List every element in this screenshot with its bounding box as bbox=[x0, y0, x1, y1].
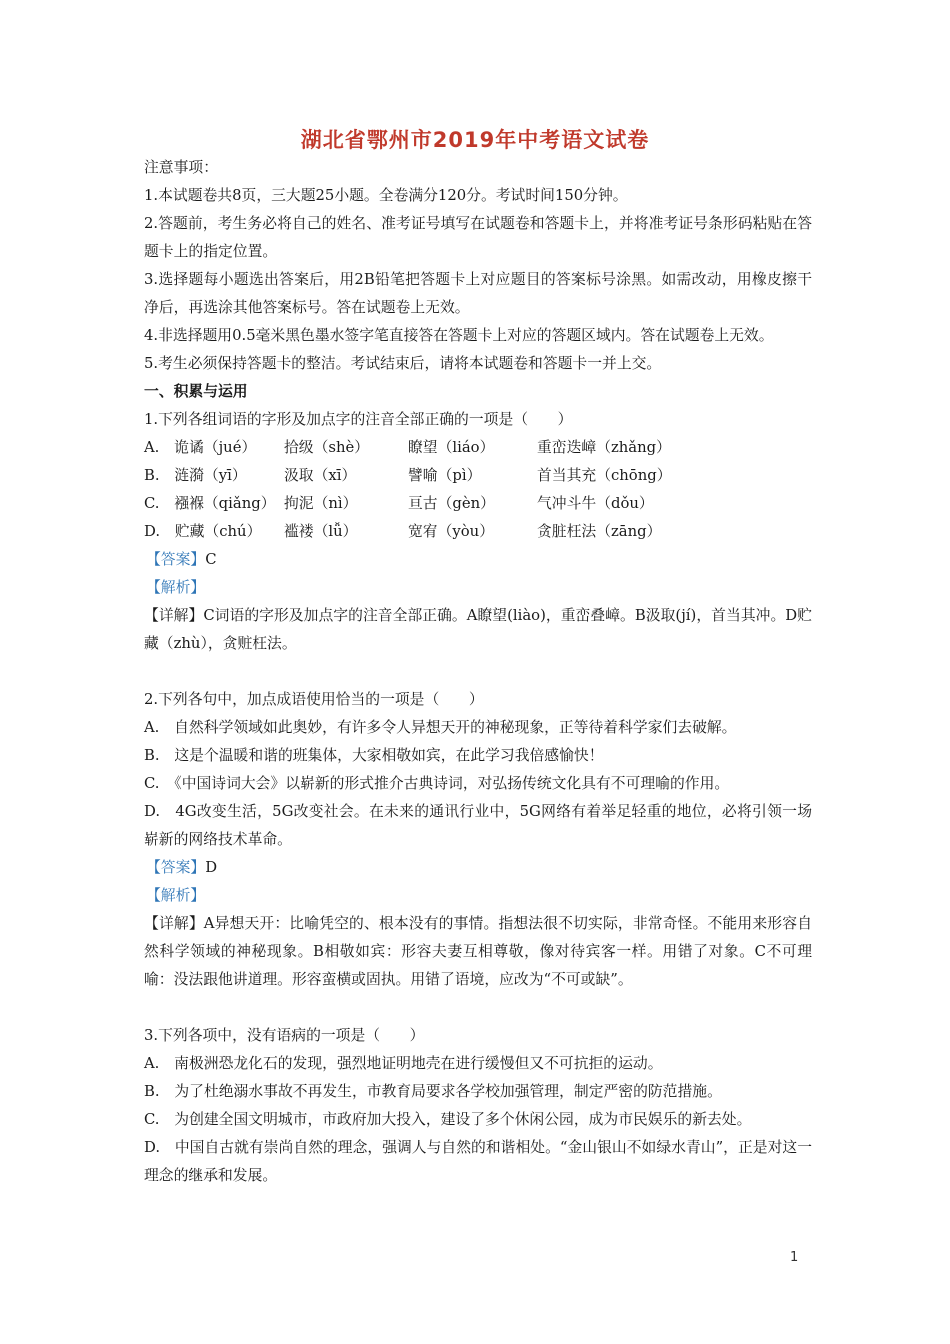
page-title: 湖北省鄂州市2019年中考语文试卷 bbox=[300, 128, 650, 152]
answer-line bbox=[144, 854, 812, 882]
detail-text: 【详解】A异想天开：比喻凭空的、根本没有的事情。指想法很不切实际，非常奇怪。不能用来形容自然科学领域的神秘现象。B相敬如宾：形容夫妻互相尊敬，像对待宾客一样。用错了对象。C不可理喻：没法跟他讲道理。形容蛮横或固执。用错了语境，应改为“不可或缺”。 bbox=[144, 915, 812, 988]
option-cell: 亘古（gèn） bbox=[408, 495, 495, 512]
option-cell: 拾级（shè） bbox=[284, 439, 370, 456]
analysis-line bbox=[144, 574, 812, 602]
option-cell: 重峦迭嶂（zhǎng） bbox=[537, 439, 671, 456]
option-line: A. 自然科学领域如此奥妙，有许多令人异想天开的神秘现象，正等待着科学家们去破解。 bbox=[144, 719, 737, 736]
answer-label: 【答案】 bbox=[146, 859, 206, 876]
analysis-line bbox=[144, 882, 812, 910]
question-stem: 1.下列各组词语的字形及加点字的注音全部正确的一项是（ ） bbox=[144, 411, 573, 428]
option-line: C. 《中国诗词大会》以崭新的形式推介古典诗词，对弘扬传统文化具有不可理喻的作用。 bbox=[144, 775, 730, 792]
answer-label: 【答案】 bbox=[146, 551, 206, 568]
answer-line bbox=[144, 546, 812, 574]
option-row bbox=[144, 490, 812, 518]
option-line: D. 4G改变生活，5G改变社会。在未来的通讯行业中，5G网络有着举足轻重的地位，必将引领一场崭新的网络技术革命。 bbox=[144, 803, 812, 848]
option-cell: 拘泥（nì） bbox=[284, 495, 358, 512]
option-cell: 首当其充（chōng） bbox=[537, 467, 672, 484]
option-line: B. 为了杜绝溺水事故不再发生，市教育局要求各学校加强管理，制定严密的防范措施。 bbox=[144, 1083, 722, 1100]
question-stem: 2.下列各句中，加点成语使用恰当的一项是（ ） bbox=[144, 691, 484, 708]
option-cell: 贪脏枉法（zāng） bbox=[537, 523, 662, 540]
option-line: B. 这是个温暖和谐的班集体，大家相敬如宾，在此学习我倍感愉快！ bbox=[144, 747, 604, 764]
spacer bbox=[144, 658, 812, 686]
option-cell: 汲取（xī） bbox=[284, 467, 357, 484]
note-item: 4.非选择题用0.5毫米黑色墨水签字笔直接答在答题卡上对应的答题区域内。答在试题卷上无效。 bbox=[144, 327, 774, 344]
option-cell: 气冲斗牛（dǒu） bbox=[537, 495, 654, 512]
option-row bbox=[144, 462, 812, 490]
option-cell: D. 贮藏（chú） bbox=[144, 523, 262, 540]
spacer bbox=[144, 994, 812, 1022]
option-cell: C. 襁褓（qiǎng） bbox=[144, 495, 276, 512]
answer-value: C bbox=[205, 551, 217, 568]
analysis-label: 【解析】 bbox=[146, 579, 206, 596]
option-row bbox=[144, 434, 812, 462]
option-cell: 瞭望（liáo） bbox=[408, 439, 495, 456]
notes-heading: 注意事项： bbox=[144, 159, 218, 176]
option-line: A. 南极洲恐龙化石的发现，强烈地证明地壳在进行缓慢但又不可抗拒的运动。 bbox=[144, 1055, 663, 1072]
note-item: 5.考生必须保持答题卡的整洁。考试结束后，请将本试题卷和答题卡一并上交。 bbox=[144, 355, 662, 372]
option-row bbox=[144, 518, 812, 546]
note-item: 3.选择题每小题选出答案后，用2B铅笔把答题卡上对应题目的答案标号涂黑。如需改动，用橡皮擦干净后，再选涂其他答案标号。答在试题卷上无效。 bbox=[144, 271, 812, 316]
option-cell: B. 涟漪（yī） bbox=[144, 467, 247, 484]
note-item: 1.本试题卷共8页，三大题25小题。全卷满分120分。考试时间150分钟。 bbox=[144, 187, 628, 204]
option-cell: 譬喻（pì） bbox=[408, 467, 482, 484]
answer-value: D bbox=[205, 859, 218, 876]
option-line: D. 中国自古就有崇尚自然的理念，强调人与自然的和谐相处。“金山银山不如绿水青山”，正是对这一理念的继承和发展。 bbox=[144, 1139, 812, 1184]
option-cell: 褴褛（lǚ） bbox=[284, 523, 358, 540]
document-body bbox=[144, 154, 812, 1190]
page-number: 1 bbox=[790, 1250, 799, 1265]
option-cell: A. 诡谲（jué） bbox=[144, 439, 257, 456]
section-heading: 一、积累与运用 bbox=[144, 383, 248, 400]
note-item: 2.答题前，考生务必将自己的姓名、准考证号填写在试题卷和答题卡上，并将准考证号条形码粘贴在答题卡上的指定位置。 bbox=[144, 215, 812, 260]
option-cell: 宽宥（yòu） bbox=[408, 523, 494, 540]
analysis-label: 【解析】 bbox=[146, 887, 206, 904]
option-line: C. 为创建全国文明城市，市政府加大投入，建设了多个休闲公园，成为市民娱乐的新去处。 bbox=[144, 1111, 752, 1128]
question-stem: 3.下列各项中，没有语病的一项是（ ） bbox=[144, 1027, 425, 1044]
detail-text: 【详解】C词语的字形及加点字的注音全部正确。A瞭望(liào)，重峦叠嶂。B汲取(jí)，首当其冲。D贮藏（zhù），贪赃枉法。 bbox=[144, 607, 812, 652]
